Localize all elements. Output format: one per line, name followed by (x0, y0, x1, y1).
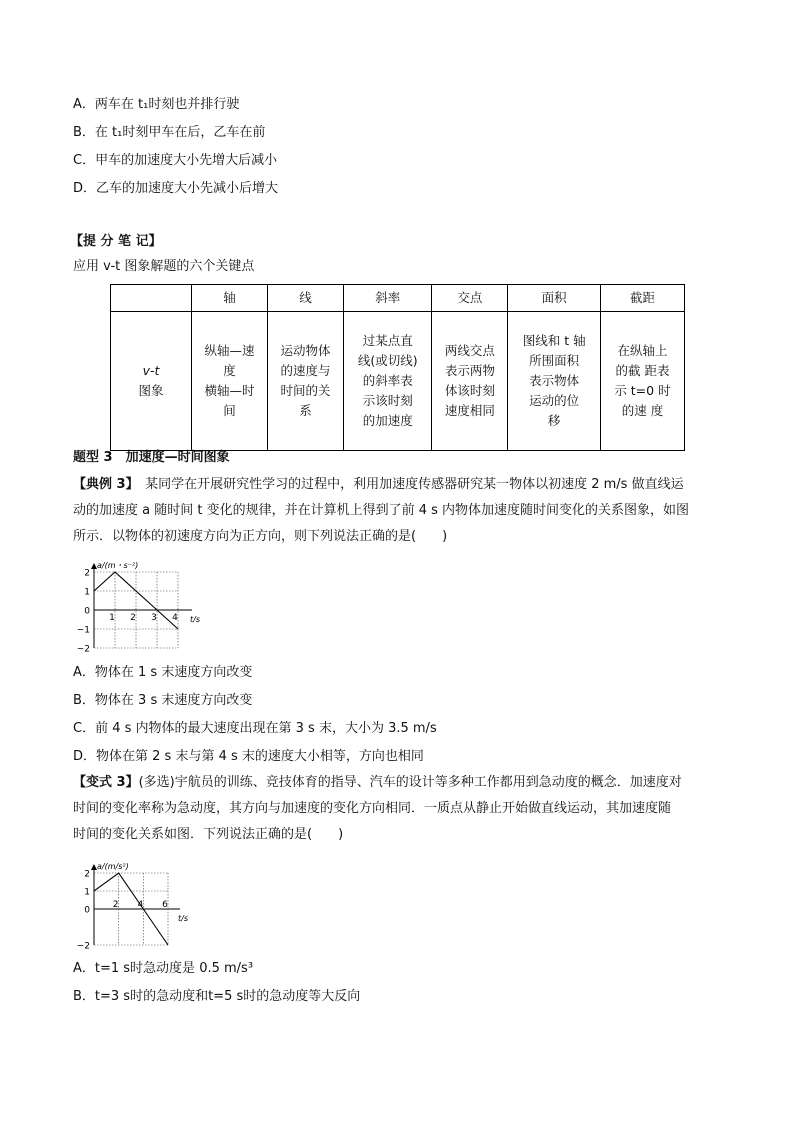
x-tick-label: 4 (137, 900, 144, 910)
cell-line: 移 (547, 413, 561, 428)
y-tick-label: −2 (76, 941, 90, 952)
example-line: 所示．以物体的初速度方向为正方向，则下列说法正确的是( ) (73, 529, 448, 544)
cell-line: 体该时刻 (444, 383, 495, 398)
example-option-d: D．物体在第 2 s 末与第 4 s 末的速度大小相等，方向也相同 (73, 749, 424, 764)
variant-line: 时间的变化率称为急动度，其方向与加速度的变化方向相同．一质点从静止开始做直线运动，其加速度随 (73, 801, 672, 816)
variant-option-a: A．t=1 s时急动度是 0.5 m/s³ (73, 961, 254, 976)
y-tick-label: 0 (84, 905, 90, 916)
table-header-cell: 线 (267, 285, 343, 312)
example-line: 某同学在开展研究性学习的过程中，利用加速度传感器研究某一物体以初速度 2 m/s 做直线运 (132, 477, 684, 492)
cell-line: 度 (223, 363, 236, 378)
cell-line: 的速度与 (280, 363, 331, 378)
option-a: A．两车在 t₁时刻也并排行驶 (73, 97, 240, 112)
cell-line: 速度相同 (444, 403, 495, 418)
notes-heading: 【提 分 笔 记】 (70, 234, 162, 249)
cell-line: 纵轴—速 (204, 343, 255, 358)
table-cell-intercept (600, 312, 684, 451)
y-tick-label: 1 (84, 887, 90, 898)
key-points-table (110, 284, 685, 451)
cell-line: 所围面积 (529, 353, 580, 368)
cell-line: 在纵轴上 (617, 343, 668, 358)
table-cell-slope (343, 312, 432, 451)
table-header-cell: 轴 (192, 285, 268, 312)
cell-line: 的截 距表 (615, 363, 670, 378)
table-row (111, 312, 685, 451)
table-cell-area (508, 312, 601, 451)
example-paragraph (73, 472, 723, 550)
cell-line: 示 t=0 时 (614, 383, 671, 398)
cell-line: 系 (299, 403, 312, 418)
accel-graph-2 (74, 855, 186, 951)
y-tick-label: −1 (76, 625, 90, 636)
cell-line: 的加速度 (362, 413, 413, 428)
table-header-cell: 截距 (600, 285, 684, 312)
cell-line: 间 (223, 403, 236, 418)
y-axis-label: a/(m/s²) (97, 862, 129, 871)
table-header-row (111, 285, 685, 312)
example-option-a: A．物体在 1 s 末速度方向改变 (73, 665, 253, 680)
y-tick-label: 2 (84, 568, 90, 579)
accel-graph-1 (74, 558, 198, 654)
x-tick-label: 6 (162, 900, 168, 910)
y-tick-label: 1 (84, 587, 90, 598)
variant-line: (多选)宇航员的训练、竞技体育的指导、汽车的设计等多种工作都用到急动度的概念．加速度对 (138, 775, 682, 790)
table-cell-line (267, 312, 343, 451)
variant-paragraph (73, 770, 723, 848)
cell-line: 运动物体 (280, 343, 331, 358)
x-tick-label: 2 (112, 900, 119, 910)
cell-line: 图线和 t 轴 (522, 333, 586, 348)
example-option-c: C．前 4 s 内物体的最大速度出现在第 3 s 末，大小为 3.5 m/s (73, 721, 437, 736)
y-tick-label: 0 (84, 606, 90, 617)
cell-line: 线(或切线) (357, 353, 418, 368)
y-tick-label: −2 (76, 644, 90, 655)
cell-line: 表示物体 (529, 373, 580, 388)
x-tick-label: 2 (130, 613, 136, 623)
example-tag: 【典例 3】 (73, 477, 133, 492)
y-axis-label: a/(m・s⁻²) (97, 561, 139, 570)
table-cell-intersection (432, 312, 508, 451)
x-axis-label: t/s (178, 914, 188, 923)
table-row-label (111, 312, 192, 451)
cell-line: 两线交点 (444, 343, 495, 358)
notes-intro: 应用 v-t 图象解题的六个关键点 (73, 259, 255, 274)
x-tick-label: 3 (151, 613, 157, 623)
cell-line: 表示两物 (444, 363, 495, 378)
cell-line: 的速 度 (621, 403, 664, 418)
cell-line: 运动的位 (529, 393, 580, 408)
option-b: B．在 t₁时刻甲车在后，乙车在前 (73, 125, 266, 140)
option-d: D．乙车的加速度大小先减小后增大 (73, 181, 279, 196)
cell-line: 横轴—时 (204, 383, 255, 398)
row-label-line: v-t (142, 363, 160, 378)
option-c: C．甲车的加速度大小先增大后减小 (73, 153, 278, 168)
variant-option-b: B．t=3 s时的急动度和t=5 s时的急动度等大反向 (73, 989, 361, 1004)
cell-line: 时间的关 (280, 383, 331, 398)
example-option-b: B．物体在 3 s 末速度方向改变 (73, 693, 253, 708)
cell-line: 的斜率表 (362, 373, 413, 388)
cell-line: 示该时刻 (362, 393, 413, 408)
variant-tag: 【变式 3】 (73, 775, 139, 790)
y-tick-label: 2 (84, 869, 90, 880)
example-line: 动的加速度 a 随时间 t 变化的规律，并在计算机上得到了前 4 s 内物体加速度随时间变化的关系图象，如图 (73, 503, 690, 518)
table-header-cell (111, 285, 192, 312)
variant-line: 时间的变化关系如图．下列说法正确的是( ) (73, 827, 344, 842)
cell-line: 过某点直 (362, 333, 413, 348)
x-axis-label: t/s (190, 615, 200, 624)
x-tick-label: 4 (172, 613, 178, 623)
table-header-cell: 交点 (432, 285, 508, 312)
section-title: 题型 3 加速度—时间图象 (73, 450, 230, 465)
x-tick-label: 1 (109, 613, 115, 623)
table-header-cell: 斜率 (343, 285, 432, 312)
table-cell-axis (192, 312, 268, 451)
row-label-line: 图象 (138, 383, 164, 398)
table-header-cell: 面积 (508, 285, 601, 312)
